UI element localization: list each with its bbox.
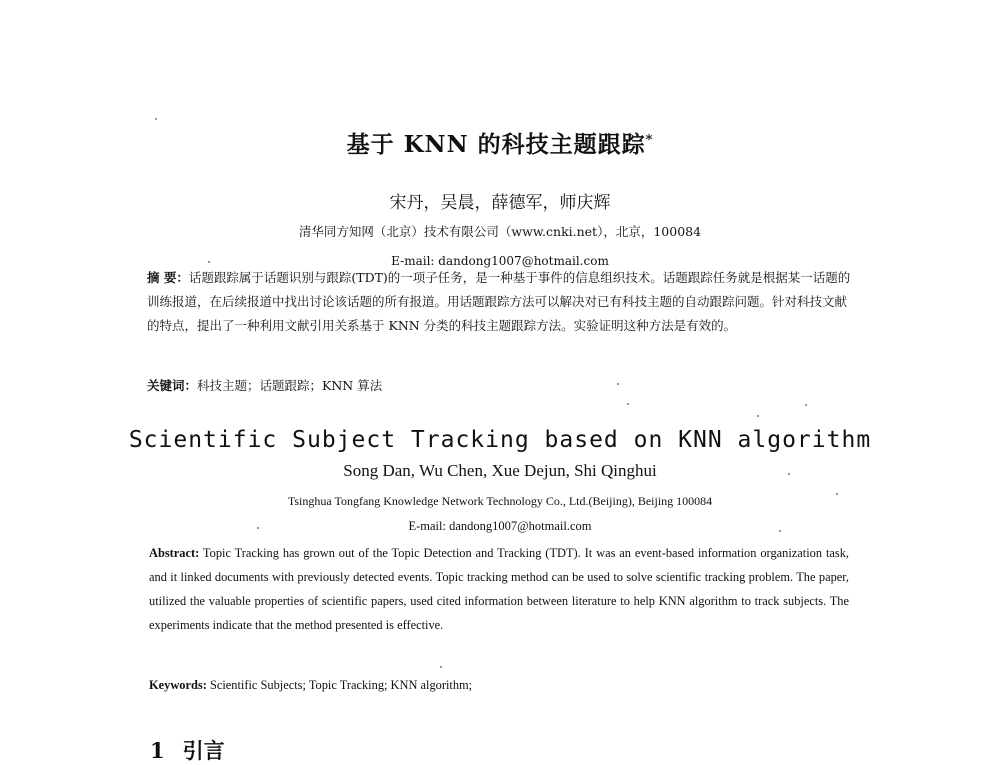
section-heading xyxy=(150,735,225,765)
english-title: Scientific Subject Tracking based on KNN algorithm xyxy=(128,427,872,453)
scan-speck xyxy=(208,261,210,263)
chinese-title-text: 基于 KNN 的科技主题跟踪 xyxy=(346,131,646,158)
scan-speck xyxy=(627,403,629,405)
chinese-abstract-text: 话题跟踪属于话题识别与跟踪(TDT)的一项子任务，是一种基于事件的信息组织技术。话题跟踪任务就是根据某一话题的训练报道，在后续报道中找出讨论该话题的所有报道。用话题跟踪方法可以解决对已有科技主题的自动跟踪问题。针对科技文献的特点，提出了一种利用文献引用关系基于 KNN 分类的科技主题跟踪方法。实验证明这种方法是有效的。 xyxy=(147,270,851,333)
chinese-keywords-text: 科技主题；话题跟踪；KNN 算法 xyxy=(197,378,383,393)
english-email: E-mail: dandong1007@hotmail.com xyxy=(408,519,592,533)
english-authors: Song Dan, Wu Chen, Xue Dejun, Shi Qinghui xyxy=(343,461,657,480)
english-abstract-label: Abstract: xyxy=(149,546,200,560)
scan-speck xyxy=(788,473,790,475)
english-abstract-text: Topic Tracking has grown out of the Topic Detection and Tracking (TDT). It was an event-based information organization task, and it linked documents with previously detected events. Topic tracking method can be used to solve scientific tracking problem. The paper, utilized the valuable properties of scientific papers, used cited information between literature to help KNN algorithm to track subjects. The experiments indicate that the method presented is effective. xyxy=(149,546,850,632)
chinese-title xyxy=(0,126,1000,159)
scan-speck xyxy=(805,404,807,406)
english-keywords xyxy=(149,673,849,697)
chinese-affiliation: 清华同方知网（北京）技术有限公司（www.cnki.net），北京，100084 xyxy=(298,224,702,239)
scan-speck xyxy=(836,493,838,495)
section-number: 1 xyxy=(150,738,165,763)
scan-speck xyxy=(757,415,759,417)
scan-speck xyxy=(617,383,619,385)
section-title: 引言 xyxy=(182,738,225,763)
chinese-keywords xyxy=(147,374,853,398)
english-keywords-text: Scientific Subjects; Topic Tracking; KNN algorithm; xyxy=(209,678,473,692)
scan-speck xyxy=(155,118,157,120)
chinese-keywords-label: 关键词： xyxy=(147,378,198,393)
english-keywords-label: Keywords: xyxy=(149,678,207,692)
scan-speck xyxy=(440,666,442,668)
english-affiliation: Tsinghua Tongfang Knowledge Network Technology Co., Ltd.(Beijing), Beijing 100084 xyxy=(287,494,713,508)
chinese-abstract-label: 摘 要： xyxy=(147,270,189,285)
scan-speck xyxy=(779,530,781,532)
chinese-authors: 宋丹，吴晨，薛德军，师庆辉 xyxy=(389,193,611,213)
english-abstract xyxy=(149,541,849,637)
scan-speck xyxy=(257,527,259,529)
chinese-abstract xyxy=(147,266,853,338)
title-footnote-mark: * xyxy=(645,132,654,148)
chinese-email: E-mail: dandong1007@hotmail.com xyxy=(391,254,609,268)
